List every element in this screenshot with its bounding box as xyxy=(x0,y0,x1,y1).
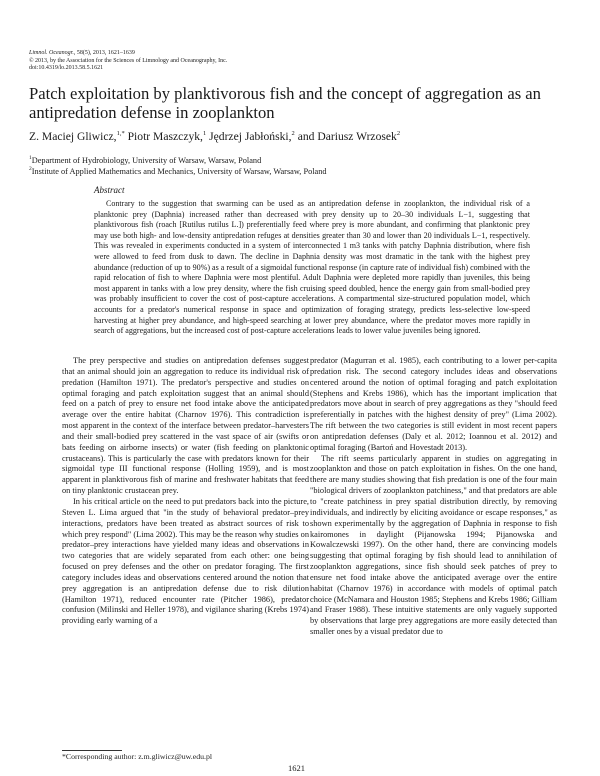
body-paragraph: In his critical article on the need to put predators back into the picture, Steven L. Lima argued that "in the study of behavioral predator–prey interactions, predators have been treated as abstract sources of risk to which prey respond" (Lima 2002). This may be the reason why studies on predator–prey interactions have yielded many ideas and observations in two categories that are widely separated from each other: one being focused on prey defenses and the other on predator foraging. The first category includes ideas and observations centered around the notion that prey aggregation is an antipredation defense due to risk dilution (Hamilton 1971), reduced encounter rate (Pitcher 1986), predator confusion (Milinski and Heller 1978), and vigilance sharing (Krebs 1974) providing early warning of a xyxy=(62,496,309,626)
footnote-divider xyxy=(62,750,122,751)
body-left-column xyxy=(62,356,309,627)
corresponding-author-footnote: *Corresponding author: z.m.gliwicz@uw.edu.pl xyxy=(62,752,213,761)
author-wrzosek: and Dariusz Wrzosek xyxy=(297,129,397,143)
abstract-text: Contrary to the suggestion that swarming can be used as an antipredation defense in zooplankton, the individual risk of a planktonic prey (Daphnia) increased rather than decreased with prey density up to 20–30 individuals L−1, suggesting that planktivorous fish (roach [Rutilus rutilus L.]) preferentially feed where prey is more abundant, and confirming that planktonic prey may use both high- and low-density antipredation refuges at densities greater than 30 and lower than 20 individuals L−1, respectively. This was revealed in experiments conducted in a system of interconnected 1 m3 tanks with patchy Daphnia distribution, where fish were allowed to feed from dusk to dawn. The decline in Daphnia density was most dramatic in the tank with the highest prey abundance (reduction of up to 90%) as a result of a sigmoidal functional response (in capture rate of individual fish) combined with the rapid relocation of fish to where Daphnia were most plentiful. Adult Daphnia were depleted more rapidly than juveniles, this being most apparent in tanks with a low prey density, where the fish cruising speed doubled, hence the energy gain from small-bodied prey was probably insufficient to cover the cost of post-capture accelerations. A compartmental size-structured population model, which accounts for a predator's numerical response in space and optimization of foraging strategy, predicts less-selective low-speed harvesting at higher prey abundance, and high-speed searching at lower prey abundance, where the predator moves more rapidly in search of aggregations, but the increased cost of post-capture accelerations leads to lower value juveniles being ignored. xyxy=(94,199,530,336)
abstract-heading: Abstract xyxy=(94,185,125,195)
copyright-line: © 2013, by the Association for the Sciences of Limnology and Oceanography, Inc. xyxy=(29,57,228,64)
author-gliwicz-marks: 1,* xyxy=(116,130,125,137)
author-maszczyk-marks: 1 xyxy=(202,130,207,137)
page-number: 1621 xyxy=(288,763,305,773)
author-gliwicz: Z. Maciej Gliwicz, xyxy=(29,129,117,143)
affiliation-2 xyxy=(29,164,327,177)
affiliation-1-text: Department of Hydrobiology, University of Warsaw, Warsaw, Poland xyxy=(31,155,262,165)
journal-name: Limnol. Oceanogr. xyxy=(29,50,74,56)
body-paragraph: The prey perspective and studies on antipredation defenses suggest that an animal should join an aggregation to reduce its individual risk of predation (Hamilton 1971). The predator's perspective and studies on optimal foraging and patch exploitation suggest that an animal should feed on a patch of prey to ensure net food intake above the anticipated average over the entire habitat (Charnov 1976). This contradiction is most apparent in the context of the interface between predator–harvesters and their small-bodied prey scattered in the vast space of air (swifts or bats feeding on airborne insects) or water (fish feeding on planktonic crustaceans). This is particularly the case with predators known for their sigmoidal type III functional response (Holling 1959), and is most apparent in planktivorous fish of marine and freshwater habitats that feed on tiny planktonic crustacean prey. xyxy=(62,356,309,496)
body-paragraph: predator (Magurran et al. 1985), each contributing to a lower per-capita predation risk. The second category includes ideas and observations centered around the notion of optimal foraging and patch exploitation (Stephens and Krebs 1986), which has the important implication that predators move about in search of prey aggregations as they "should feed preferentially in patches with the highest density of prey" (Lima 2002). The rift between the two categories is still evident in most recent papers on antipredation defenses (Daly et al. 2012; Ioannou et al. 2012) and optimal foraging (Bartoń and Hovestadt 2013). xyxy=(310,356,557,452)
author-list xyxy=(29,127,574,144)
author-jablonski: Jędrzej Jabłoński, xyxy=(209,129,292,143)
author-wrzosek-marks: 2 xyxy=(396,130,401,137)
body-right-column xyxy=(310,356,557,638)
body-paragraph: The rift seems particularly apparent in studies on aggregating in zooplankton and those on patch exploitation in fishes. On the one hand, there are many studies showing that fish predation is one of the four main "biological drivers of zooplankton patchiness," and that predators are able to "create patchiness in prey spatial distribution directly, by removing individuals, and indirectly by eliciting avoidance or escape responses," as shown experimentally by the aggregation of Daphnia in response to fish kairomones in daylight (Pijanowska 1994; Pijanowska and Kowalczewski 1997). On the other hand, there are convincing models suggesting that optimal foraging by fish should lead to annihilation of zooplankton aggregations, since fish should seek patches of prey to ensure net food intake above the anticipated average over the entire habitat (Charnov 1976) in accordance with models of optimal patch choice (McNamara and Houston 1985; Stephens and Krebs 1986; Gilliam and Fraser 1988). These intuitive statements are only vaguely supported by observations that large prey aggregations are more easily detected than smaller ones by a visual predator due to xyxy=(310,453,557,637)
author-maszczyk: Piotr Maszczyk, xyxy=(127,129,203,143)
affiliation-2-text: Institute of Applied Mathematics and Mechanics, University of Warsaw, Warsaw, Poland xyxy=(31,166,327,176)
affiliation-2-mark: 2 xyxy=(29,166,32,172)
journal-citation: , 58(5), 2013, 1621–1639 xyxy=(73,50,135,56)
journal-citation-block xyxy=(29,50,227,73)
author-jablonski-marks: 2 xyxy=(291,130,295,137)
affiliation-1-mark: 1 xyxy=(29,155,32,161)
paper-title: Patch exploitation by planktivorous fish and the concept of aggregation as an antipredation defense in zooplankton xyxy=(29,84,541,122)
doi-line: doi:10.4319/lo.2013.58.5.1621 xyxy=(29,65,104,72)
